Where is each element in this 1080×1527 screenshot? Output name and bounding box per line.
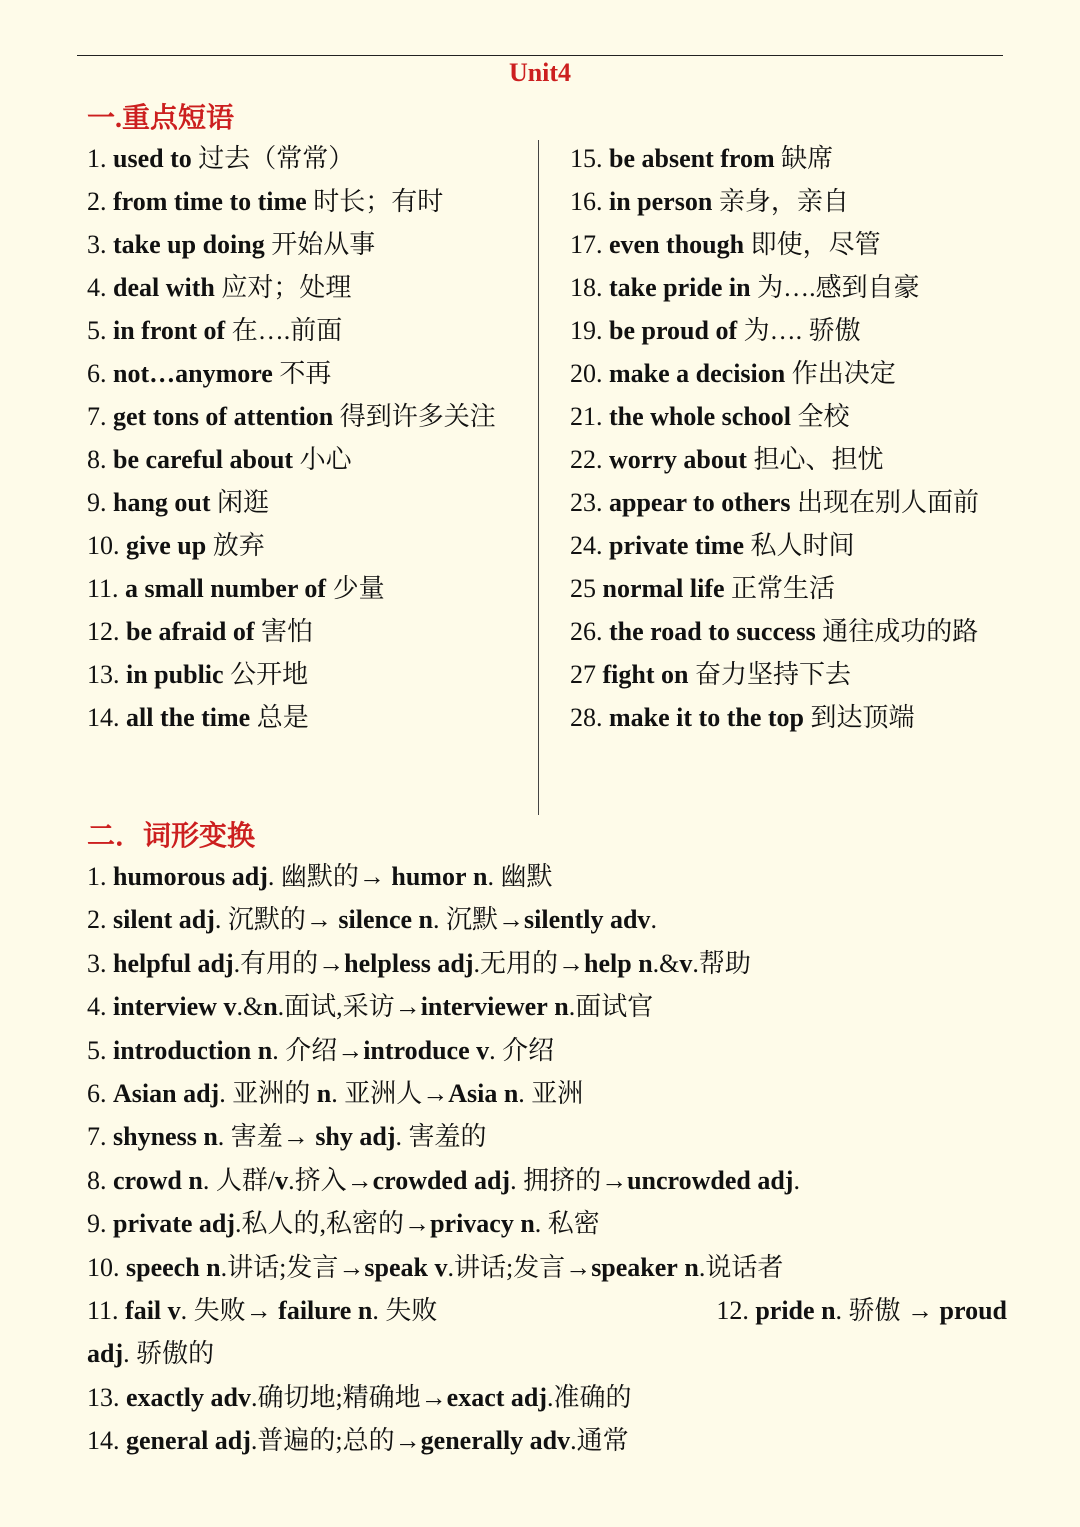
- phrase-number: 8.: [87, 445, 113, 474]
- word-form-text: 14.: [87, 1426, 126, 1456]
- word-form-term: v: [167, 1296, 181, 1326]
- word-form-text: 9.: [87, 1209, 113, 1239]
- phrase-chinese: 私人时间: [744, 531, 855, 560]
- phrase-chinese: 小心: [293, 445, 352, 474]
- phrase-english: deal with: [113, 273, 215, 302]
- phrase-number: 25: [570, 574, 603, 603]
- word-form-text: . 亚洲人→: [331, 1079, 449, 1109]
- phrase-number: 22.: [570, 445, 609, 474]
- phrase-chinese: 闲逛: [210, 488, 270, 517]
- word-form-term: n: [263, 992, 278, 1022]
- word-form-text: 11.: [87, 1296, 126, 1326]
- phrase-chinese: 在….前面: [225, 316, 343, 345]
- word-form-group: [87, 1289, 437, 1332]
- word-form-term: adv: [210, 1382, 251, 1412]
- phrase-number: 18.: [570, 273, 609, 302]
- phrase-english: a small number of: [125, 574, 327, 603]
- phrase-chinese: 得到许多关注: [333, 402, 496, 431]
- word-form-text: 8.: [87, 1165, 113, 1195]
- word-form-term: speech: [126, 1252, 200, 1282]
- phrase-english: from time to time: [113, 187, 307, 216]
- word-form-item: [87, 1029, 1007, 1072]
- phrase-english: all the time: [126, 703, 251, 732]
- phrase-english: be afraid of: [126, 617, 255, 646]
- word-form-item: [87, 855, 1007, 898]
- phrase-item: [570, 137, 1005, 180]
- word-form-term: n: [638, 948, 653, 978]
- column-divider: [538, 140, 539, 815]
- word-form-text: .确切地;精确地→: [250, 1382, 447, 1412]
- phrase-number: 9.: [87, 488, 113, 517]
- phrase-item: [87, 180, 524, 223]
- word-form-term: n: [554, 992, 569, 1022]
- word-form-text: 4.: [87, 992, 113, 1022]
- word-form-text: .普遍的;总的→: [250, 1426, 421, 1456]
- word-form-term: private: [113, 1209, 193, 1239]
- phrase-number: 14.: [87, 703, 126, 732]
- phrase-item: [570, 352, 1005, 395]
- word-form-term: n: [206, 1252, 221, 1282]
- word-form-term: help: [584, 948, 632, 978]
- phrase-english: fight on: [602, 660, 689, 689]
- phrase-chinese: 总是: [250, 703, 309, 732]
- phrase-item: [570, 610, 1005, 653]
- word-form-term: exactly: [126, 1382, 204, 1412]
- word-form-term: v: [434, 1252, 448, 1282]
- word-form-text: . 害羞的: [395, 1122, 487, 1152]
- word-form-text: . 害羞→: [217, 1122, 316, 1152]
- word-form-term: humor: [391, 862, 467, 891]
- phrase-number: 4.: [87, 273, 113, 302]
- phrase-number: 27: [570, 660, 603, 689]
- phrase-number: 20.: [570, 359, 609, 388]
- word-form-text: . 私密: [534, 1209, 600, 1239]
- word-form-text: .通常: [570, 1426, 629, 1456]
- word-form-term: v: [679, 948, 693, 978]
- word-form-item: [87, 1159, 1007, 1202]
- phrase-chinese: 应对；处理: [214, 273, 352, 302]
- word-form-term: adj: [510, 1382, 548, 1412]
- phrase-english: the whole school: [609, 402, 791, 431]
- phrase-item: [87, 137, 524, 180]
- word-form-text: . 介绍: [489, 1035, 555, 1065]
- word-form-term: adj: [87, 1339, 124, 1369]
- word-form-term: generally adv: [420, 1426, 571, 1456]
- right-phrase-list: [570, 137, 1005, 739]
- word-form-term: helpless: [344, 948, 431, 978]
- phrase-item: [87, 653, 524, 696]
- phrase-item: [87, 524, 524, 567]
- word-form-text: .有用的→: [233, 948, 345, 978]
- phrase-english: hang out: [113, 488, 211, 517]
- word-form-text: 6.: [87, 1079, 113, 1109]
- word-form-term: adj: [359, 1122, 396, 1152]
- word-form-term: n: [316, 1079, 332, 1109]
- word-form-term: proud: [939, 1296, 1007, 1326]
- phrase-english: take up doing: [113, 230, 265, 259]
- word-form-term: exact: [446, 1382, 505, 1412]
- top-rule: [77, 55, 1003, 56]
- phrase-chinese: 少量: [326, 574, 385, 603]
- phrase-english: be careful about: [113, 445, 294, 474]
- word-form-term: n: [684, 1252, 699, 1282]
- word-form-term: introduction: [113, 1035, 252, 1065]
- phrase-item: [87, 395, 524, 438]
- unit-title: Unit4: [508, 58, 572, 87]
- phrase-item: [570, 524, 1005, 567]
- phrase-chinese: 时长；有时: [306, 187, 444, 216]
- phrase-number: 12.: [87, 617, 126, 646]
- word-form-item: [87, 1332, 1007, 1375]
- word-form-text: 3.: [87, 948, 113, 978]
- word-form-item: [87, 985, 1007, 1028]
- phrase-number: 1.: [87, 144, 113, 173]
- phrase-english: not…anymore: [113, 359, 273, 388]
- phrase-chinese: 全校: [791, 402, 850, 431]
- phrase-item: [570, 438, 1005, 481]
- phrase-chinese: 开始从事: [264, 230, 376, 259]
- phrase-number: 16.: [570, 187, 609, 216]
- word-form-text: .: [793, 1165, 800, 1195]
- word-form-text: . 沉默的→: [214, 905, 339, 935]
- word-form-term: interview: [113, 992, 217, 1022]
- phrase-english: in person: [609, 187, 713, 216]
- word-form-text: .: [650, 905, 657, 935]
- phrase-item: [570, 567, 1005, 610]
- word-form-text: .无用的→: [473, 948, 584, 978]
- phrase-chinese: 即使，尽管: [744, 230, 881, 259]
- word-form-term: silent: [113, 905, 173, 935]
- phrase-english: private time: [609, 531, 745, 560]
- word-form-term: fail: [125, 1296, 162, 1326]
- word-form-text: 1.: [87, 862, 113, 891]
- phrase-english: worry about: [609, 445, 747, 474]
- word-form-text: . 人群/: [202, 1165, 276, 1195]
- phrase-chinese: 担心、担忧: [746, 445, 884, 474]
- word-form-text: . 骄傲 →: [835, 1296, 940, 1326]
- phrase-number: 21.: [570, 402, 609, 431]
- phrase-english: even though: [609, 230, 745, 259]
- word-form-text: 12.: [716, 1296, 756, 1326]
- phrase-item: [87, 352, 524, 395]
- phrase-item: [570, 266, 1005, 309]
- phrase-english: used to: [113, 144, 192, 173]
- word-form-term: speak: [364, 1252, 428, 1282]
- word-form-term: silence: [338, 905, 413, 935]
- phrase-number: 23.: [570, 488, 609, 517]
- phrase-english: get tons of attention: [113, 402, 334, 431]
- phrase-chinese: 过去（常常）: [191, 144, 355, 173]
- word-form-item: [87, 1289, 1007, 1332]
- phrase-chinese: 不再: [272, 359, 332, 388]
- word-form-term: humorous: [113, 862, 226, 891]
- phrase-number: 6.: [87, 359, 113, 388]
- phrase-chinese: 为…. 骄傲: [737, 316, 861, 345]
- word-form-term: adj: [178, 905, 215, 935]
- word-form-text: .私人的,私密的→: [235, 1209, 431, 1239]
- word-form-text: . 失败→: [180, 1296, 279, 1326]
- phrase-number: 26.: [570, 617, 609, 646]
- word-form-term: adj: [197, 948, 234, 978]
- phrase-english: in front of: [113, 316, 226, 345]
- left-phrase-list: [87, 137, 524, 739]
- word-form-item: [87, 1115, 1007, 1158]
- word-form-item: [87, 942, 1007, 985]
- phrase-item: [570, 481, 1005, 524]
- word-form-text: .挤入→: [288, 1165, 373, 1195]
- phrase-chinese: 公开地: [223, 660, 309, 689]
- phrase-number: 17.: [570, 230, 609, 259]
- section-title-key-phrases: 一.重点短语: [87, 103, 235, 134]
- word-form-item: [87, 1246, 1007, 1289]
- word-form-term: n: [357, 1296, 373, 1326]
- phrase-item: [570, 653, 1005, 696]
- word-form-term: interviewer: [420, 992, 548, 1022]
- phrase-number: 5.: [87, 316, 113, 345]
- phrase-number: 11.: [87, 574, 126, 603]
- word-form-text: . 介绍→: [272, 1035, 364, 1065]
- phrase-english: the road to success: [609, 617, 816, 646]
- word-form-term: introduce: [363, 1035, 470, 1065]
- word-form-item: [87, 1072, 1007, 1115]
- word-form-term: n: [188, 1165, 203, 1195]
- word-form-term: general adj: [126, 1426, 251, 1456]
- phrase-chinese: 通往成功的路: [815, 617, 979, 646]
- phrase-number: 13.: [87, 660, 126, 689]
- phrase-number: 2.: [87, 187, 113, 216]
- word-form-term: adj: [231, 862, 268, 891]
- phrase-item: [87, 309, 524, 352]
- word-form-text: .讲话;发言→: [220, 1252, 365, 1282]
- phrase-number: 19.: [570, 316, 609, 345]
- word-form-term: v: [275, 1165, 289, 1195]
- phrase-item: [87, 696, 524, 739]
- word-form-text: 7.: [87, 1122, 113, 1152]
- phrase-item: [87, 481, 524, 524]
- word-form-term: uncrowded adj: [627, 1165, 794, 1195]
- phrase-number: 24.: [570, 531, 609, 560]
- phrase-english: be proud of: [609, 316, 738, 345]
- phrase-number: 28.: [570, 703, 609, 732]
- word-form-item: [87, 1419, 1007, 1462]
- word-form-text: . 失败: [372, 1296, 438, 1326]
- word-form-term: speaker: [591, 1252, 678, 1282]
- word-form-term: n: [257, 1035, 273, 1065]
- word-form-term: failure: [278, 1296, 352, 1326]
- phrase-chinese: 害怕: [254, 617, 314, 646]
- phrase-number: 10.: [87, 531, 126, 560]
- word-form-term: shyness: [113, 1122, 197, 1152]
- phrase-item: [87, 266, 524, 309]
- word-form-text: . 拥挤的→: [510, 1165, 628, 1195]
- phrase-item: [570, 223, 1005, 266]
- phrase-chinese: 到达顶端: [803, 703, 915, 732]
- word-form-text: .面试,采访→: [277, 992, 421, 1022]
- section-title-word-forms: 二．词形变换: [87, 821, 256, 852]
- word-form-item: [87, 898, 1007, 941]
- word-form-text: . 幽默: [487, 862, 553, 891]
- word-form-term: shy: [315, 1122, 353, 1152]
- word-form-term: adj: [183, 1079, 220, 1109]
- phrase-item: [570, 309, 1005, 352]
- phrase-english: take pride in: [609, 273, 751, 302]
- word-form-term: crowded: [372, 1165, 468, 1195]
- phrase-item: [570, 180, 1005, 223]
- phrase-chinese: 放弃: [206, 531, 265, 560]
- word-form-text: . 亚洲的: [219, 1079, 317, 1109]
- word-form-term: n: [418, 905, 433, 935]
- word-form-text: . 亚洲: [518, 1079, 584, 1109]
- phrase-english: in public: [126, 660, 224, 689]
- phrase-chinese: 出现在别人面前: [790, 488, 980, 517]
- phrase-number: 7.: [87, 402, 113, 431]
- word-form-term: silently adv: [524, 905, 651, 935]
- phrase-english: make it to the top: [609, 703, 804, 732]
- word-form-list: [87, 855, 1007, 1463]
- phrase-item: [87, 438, 524, 481]
- phrase-chinese: 正常生活: [724, 574, 836, 603]
- word-form-term: n: [473, 862, 488, 891]
- word-form-term: pride: [755, 1296, 815, 1326]
- phrase-chinese: 为….感到自豪: [750, 273, 920, 302]
- word-form-term: helpful: [113, 948, 192, 978]
- word-form-term: adj: [198, 1209, 236, 1239]
- word-form-item: [87, 1202, 1007, 1245]
- phrase-item: [570, 395, 1005, 438]
- word-form-term: n: [503, 1079, 519, 1109]
- phrase-english: appear to others: [609, 488, 791, 517]
- phrase-chinese: 奋力坚持下去: [688, 660, 851, 689]
- phrase-item: [87, 567, 524, 610]
- word-form-text: .讲话;发言→: [447, 1252, 592, 1282]
- word-form-term: n: [203, 1122, 218, 1152]
- word-form-text: . 骄傲的: [123, 1339, 215, 1369]
- word-form-group: [716, 1289, 1007, 1332]
- word-form-text: . 幽默的→: [267, 862, 392, 891]
- word-form-term: n: [520, 1209, 535, 1239]
- phrase-item: [87, 610, 524, 653]
- phrase-number: 15.: [570, 144, 609, 173]
- phrase-english: be absent from: [609, 144, 775, 173]
- word-form-text: 5.: [87, 1035, 113, 1065]
- word-form-text: .说话者: [698, 1252, 784, 1282]
- word-form-text: 13.: [87, 1382, 126, 1412]
- phrase-english: make a decision: [609, 359, 786, 388]
- word-form-item: [87, 1376, 1007, 1419]
- word-form-term: adj: [473, 1165, 511, 1195]
- word-form-term: privacy: [430, 1209, 514, 1239]
- word-form-text: 2.: [87, 905, 113, 935]
- word-form-term: v: [223, 992, 237, 1022]
- word-form-term: n: [821, 1296, 836, 1326]
- phrase-chinese: 缺席: [774, 144, 834, 173]
- word-form-text: .准确的: [547, 1382, 632, 1412]
- phrase-chinese: 亲身，亲自: [712, 187, 849, 216]
- word-form-text: .&: [652, 948, 680, 978]
- phrase-english: give up: [126, 531, 207, 560]
- word-form-text: 10.: [87, 1252, 126, 1282]
- word-form-term: adj: [437, 948, 474, 978]
- word-form-term: Asia: [448, 1079, 498, 1109]
- word-form-text: .面试官: [568, 992, 654, 1022]
- phrase-number: 3.: [87, 230, 113, 259]
- phrase-chinese: 作出决定: [785, 359, 896, 388]
- word-form-term: crowd: [113, 1165, 182, 1195]
- phrase-item: [87, 223, 524, 266]
- word-form-text: .&: [236, 992, 264, 1022]
- word-form-text: . 沉默→: [433, 905, 525, 935]
- phrase-english: normal life: [602, 574, 725, 603]
- word-form-text: .帮助: [692, 948, 751, 978]
- phrase-item: [570, 696, 1005, 739]
- word-form-term: v: [476, 1035, 490, 1065]
- word-form-term: Asian: [113, 1079, 177, 1109]
